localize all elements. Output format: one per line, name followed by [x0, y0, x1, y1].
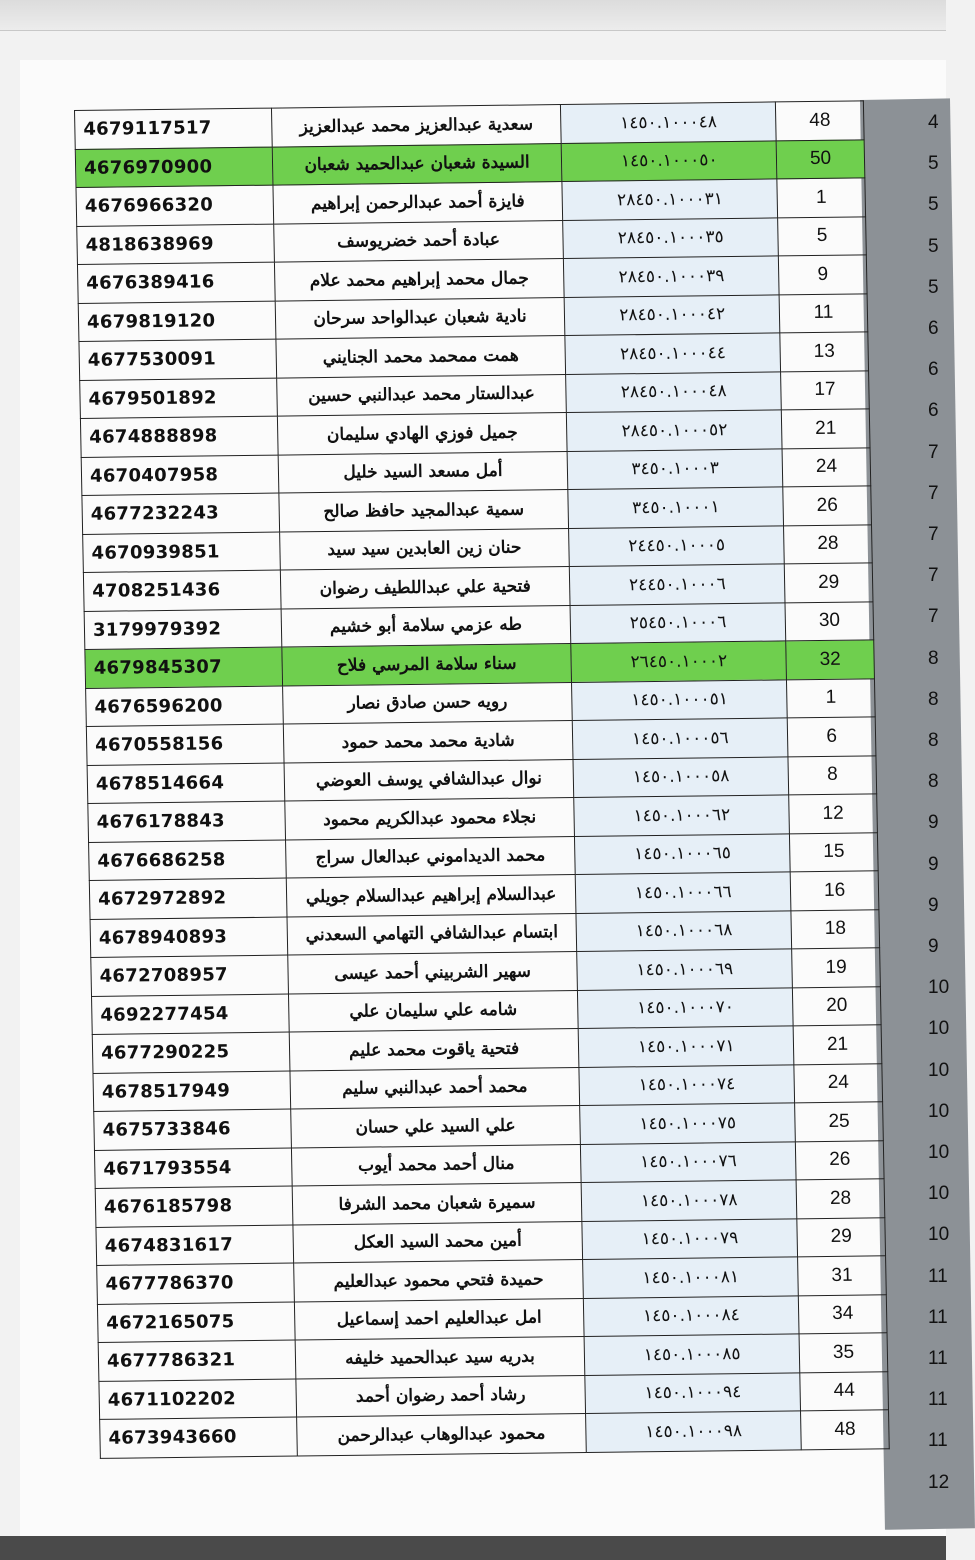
phone-cell: 4676966320: [76, 185, 273, 226]
name-cell: جمال محمد إبراهيم محمد علام: [274, 259, 564, 301]
code-cell: ١٤٥٠.١٠٠٠٦٢: [574, 795, 790, 836]
number-cell: 15: [790, 832, 879, 872]
number-cell: 24: [782, 447, 871, 487]
phone-cell: 4676178843: [88, 801, 285, 842]
number-cell: 9: [779, 255, 868, 295]
name-cell: جميل فوزي الهادي سليمان: [277, 413, 567, 455]
edge-number: 8: [928, 771, 939, 793]
number-cell: 20: [793, 986, 882, 1026]
code-cell: ١٤٥٠.١٠٠٠٩٨: [586, 1411, 802, 1452]
number-cell: 31: [798, 1256, 887, 1296]
phone-cell: 4676389416: [77, 262, 274, 303]
code-cell: ٢٦٤٥٠.١٠٠٠٢: [571, 641, 787, 682]
edge-number: 5: [928, 153, 939, 175]
edge-number: 11: [928, 1265, 948, 1287]
phone-cell: 4674831617: [96, 1225, 293, 1266]
number-cell: 5: [778, 216, 867, 256]
code-cell: ١٤٥٠.١٠٠٠٥٦: [573, 718, 789, 759]
code-cell: ٢٨٤٥٠.١٠٠٠٥٢: [567, 410, 783, 451]
name-cell: شامه علي سليمان علي: [288, 990, 578, 1032]
name-cell: السيدة شعبان عبدالحميد شعبان: [272, 143, 562, 185]
number-cell: 28: [796, 1179, 885, 1219]
number-cell: 30: [785, 601, 874, 641]
code-cell: ١٤٥٠.١٠٠٠٧٨: [581, 1180, 797, 1221]
number-cell: 48: [801, 1410, 890, 1450]
edge-number: 7: [928, 565, 939, 587]
name-cell: فتحية علي عبداللطيف رضوان: [280, 567, 570, 609]
edge-number: 11: [928, 1430, 948, 1452]
edge-number: 6: [928, 359, 939, 381]
code-cell: ١٤٥٠.١٠٠٠٧١: [578, 1026, 794, 1067]
register-sheet: [74, 100, 890, 1458]
name-cell: محمود عبدالوهاب عبدالرحمن: [296, 1413, 586, 1455]
phone-cell: 3179979392: [84, 609, 281, 650]
number-cell: 6: [787, 717, 876, 757]
number-cell: 8: [788, 755, 877, 795]
number-cell: 17: [781, 370, 870, 410]
name-cell: طه عزمي سلامة أبو خشيم: [281, 605, 571, 647]
number-cell: 34: [798, 1294, 887, 1334]
name-cell: سناء سلامة المرسي فلاح: [282, 644, 572, 686]
number-cell: 21: [781, 409, 870, 449]
phone-cell: 4677786321: [98, 1340, 295, 1381]
edge-number: 9: [928, 853, 939, 875]
name-cell: نجلاء محمود عبدالكريم محمود: [285, 798, 575, 840]
phone-cell: 4679819120: [78, 301, 275, 342]
phone-cell: 4674888898: [80, 416, 277, 457]
name-cell: نوال عبدالشافي يوسف العوضي: [284, 759, 574, 801]
name-cell: همت ممحمد محمد الجنايني: [276, 336, 566, 378]
code-cell: ١٤٥٠.١٠٠٠٦٦: [575, 872, 791, 913]
number-cell: 50: [776, 139, 865, 179]
name-cell: سمية عبدالمجيد حافظ صالح: [279, 490, 569, 532]
name-cell: حميدة فتحي محمود عبدالعليم: [293, 1259, 583, 1301]
phone-cell: 4676686258: [89, 840, 286, 881]
number-cell: 12: [789, 794, 878, 834]
name-cell: رشاد أحمد رضوان أحمد: [296, 1375, 586, 1417]
code-cell: ١٤٥٠.١٠٠٠٥٨: [573, 756, 789, 797]
number-cell: 19: [792, 948, 881, 988]
phone-cell: 4679117517: [75, 108, 272, 149]
name-cell: عبادة أحمد خضريوسف: [273, 220, 563, 262]
edge-number: 4: [928, 112, 939, 133]
number-cell: 18: [791, 909, 880, 949]
edge-number: 7: [928, 441, 939, 463]
phone-cell: 4692277454: [92, 994, 289, 1035]
code-cell: ١٤٥٠.١٠٠٠٦٩: [577, 949, 793, 990]
name-cell: علي السيد علي حسان: [290, 1106, 580, 1148]
code-cell: ٢٨٤٥٠.١٠٠٠٤٨: [566, 371, 782, 412]
edge-number: 7: [928, 524, 939, 545]
code-cell: ١٤٥٠.١٠٠٠٨٥: [584, 1334, 800, 1375]
code-cell: ١٤٥٠.١٠٠٠٨٤: [584, 1295, 800, 1336]
bottom-bar: [0, 1536, 946, 1560]
number-cell: 1: [787, 678, 876, 718]
number-cell: 29: [784, 563, 873, 603]
name-cell: محمد أحمد عبدالنبي سليم: [290, 1067, 580, 1109]
edge-number: 11: [928, 1389, 948, 1411]
number-cell: 11: [779, 293, 868, 333]
phone-cell: 4677530091: [79, 339, 276, 380]
edge-number: 9: [928, 812, 939, 834]
top-bar: [0, 0, 946, 31]
phone-cell: 4677232243: [82, 493, 279, 534]
phone-cell: 4679845307: [85, 647, 282, 688]
phone-cell: 4670558156: [86, 724, 283, 765]
phone-cell: 4818638969: [77, 224, 274, 265]
name-cell: فايزة أحمد عبدالرحمن إبراهيم: [273, 182, 563, 224]
edge-number: 7: [928, 606, 939, 628]
code-cell: ١٤٥٠.١٠٠٠٦٨: [576, 910, 792, 951]
code-cell: ٢٨٤٥٠.١٠٠٠٤٢: [564, 294, 780, 335]
code-cell: ١٤٥٠.١٠٠٠٧٦: [581, 1141, 797, 1182]
phone-cell: 4672972892: [89, 878, 286, 919]
code-cell: ١٤٥٠.١٠٠٠٧٩: [582, 1218, 798, 1259]
code-cell: ٣٤٥٠.١٠٠٠١: [568, 487, 784, 528]
phone-cell: 4671793554: [94, 1148, 291, 1189]
number-cell: 29: [797, 1217, 886, 1257]
phone-cell: 4671102202: [99, 1379, 296, 1420]
name-cell: بدريه سيد عبدالحميد خليفه: [295, 1336, 585, 1378]
name-cell: سميرة شعبان محمد الشرفا: [292, 1182, 582, 1224]
number-cell: 28: [784, 524, 873, 564]
name-cell: شادية محمد محمد حمود: [283, 721, 573, 763]
phone-cell: 4677290225: [92, 1032, 289, 1073]
edge-number: 5: [928, 194, 939, 216]
phone-cell: 4673943660: [100, 1417, 297, 1458]
edge-number: 8: [928, 688, 939, 710]
edge-number: 10: [928, 1224, 950, 1246]
edge-number: 5: [928, 235, 939, 257]
number-cell: 1: [777, 178, 866, 218]
code-cell: ١٤٥٠.١٠٠٠٧٠: [578, 987, 794, 1028]
edge-number: 9: [928, 936, 939, 957]
edge-number: 8: [928, 730, 939, 751]
code-cell: ١٤٥٠.١٠٠٠٤٨: [561, 102, 777, 143]
edge-number: 10: [928, 1142, 950, 1163]
edge-number: 10: [928, 1100, 950, 1122]
phone-cell: 4708251436: [83, 570, 280, 611]
code-cell: ٢٤٤٥٠.١٠٠٠٦: [570, 564, 786, 605]
number-cell: 26: [796, 1140, 885, 1180]
edge-number: 8: [928, 647, 939, 669]
phone-cell: 4676596200: [86, 686, 283, 727]
edge-number: 10: [928, 1183, 950, 1205]
phone-cell: 4677786370: [97, 1263, 294, 1304]
code-cell: ١٤٥٠.١٠٠٠٦٥: [575, 833, 791, 874]
edge-number: 11: [928, 1348, 948, 1369]
name-cell: عبدالسلام إبراهيم عبدالسلام جويلي: [286, 875, 576, 917]
name-cell: نادية شعبان عبدالواحد سرحان: [275, 297, 565, 339]
edge-number: 6: [928, 318, 939, 339]
phone-cell: 4678517949: [93, 1071, 290, 1112]
phone-cell: 4670939851: [83, 532, 280, 573]
code-cell: ٢٨٤٥٠.١٠٠٠٤٤: [565, 333, 781, 374]
name-cell: سعدية عبدالعزيز محمد عبدالعزيز: [271, 105, 561, 147]
code-cell: ١٤٥٠.١٠٠٠٧٥: [580, 1103, 796, 1144]
edge-number: 6: [928, 400, 939, 422]
name-cell: سهير الشربيني أحمد عيسى: [287, 952, 577, 994]
name-cell: محمد الديداموني عبدالعال سراج: [285, 836, 575, 878]
number-cell: 35: [799, 1333, 888, 1373]
edge-number: 10: [928, 977, 950, 999]
name-cell: ابتسام عبدالشافي التهامي السعدني: [287, 913, 577, 955]
edge-number: 5: [928, 276, 939, 298]
name-cell: امل عبدالعليم احمد إسماعيل: [294, 1298, 584, 1340]
name-cell: أمل مسعد السيد خليل: [278, 451, 568, 493]
name-cell: رويه حسن صادق نصار: [282, 682, 572, 724]
number-cell: 25: [795, 1102, 884, 1142]
phone-cell: 4676970900: [75, 147, 272, 188]
code-cell: ١٤٥٠.١٠٠٠٥١: [572, 679, 788, 720]
number-cell: 16: [790, 871, 879, 911]
phone-cell: 4672165075: [97, 1302, 294, 1343]
register-table: [74, 100, 890, 1458]
edge-number: 11: [928, 1306, 948, 1328]
code-cell: ٢٤٤٥٠.١٠٠٠٥: [569, 525, 785, 566]
code-cell: ١٤٥٠.١٠٠٠٨١: [583, 1257, 799, 1298]
edge-number: 9: [928, 894, 939, 916]
name-cell: منال أحمد محمد أيوب: [291, 1144, 581, 1186]
code-cell: ١٤٥٠.١٠٠٠٩٤: [585, 1372, 801, 1413]
edge-number: 12: [928, 1471, 950, 1493]
code-cell: ٢٨٤٥٠.١٠٠٠٣١: [562, 179, 778, 220]
code-cell: ٣٤٥٠.١٠٠٠٣: [567, 448, 783, 489]
phone-cell: 4675733846: [94, 1109, 291, 1150]
phone-cell: 4679501892: [80, 378, 277, 419]
edge-number: 7: [928, 482, 939, 504]
code-cell: ٢٨٤٥٠.١٠٠٠٣٥: [563, 217, 779, 258]
code-cell: ٢٨٤٥٠.١٠٠٠٣٩: [564, 256, 780, 297]
name-cell: حنان زين العابدين سيد سيد: [279, 528, 569, 570]
phone-cell: 4676185798: [95, 1186, 292, 1227]
code-cell: ٢٥٤٥٠.١٠٠٠٦: [570, 602, 786, 643]
name-cell: عبدالستار محمد عبدالنبي حسين: [276, 374, 566, 416]
number-cell: 26: [783, 486, 872, 526]
number-cell: 13: [780, 332, 869, 372]
number-cell: 21: [793, 1025, 882, 1065]
phone-cell: 4678514664: [87, 763, 284, 804]
number-cell: 24: [794, 1063, 883, 1103]
phone-cell: 4672708957: [91, 955, 288, 996]
edge-number: 10: [928, 1059, 950, 1081]
name-cell: فتحية ياقوت محمد عليم: [289, 1029, 579, 1071]
edge-number: 10: [928, 1018, 950, 1040]
phone-cell: 4670407958: [81, 455, 278, 496]
code-cell: ١٤٥٠.١٠٠٠٥٠: [561, 140, 777, 181]
number-cell: 48: [776, 101, 865, 141]
name-cell: أمين محمد السيد العكل: [293, 1221, 583, 1263]
phone-cell: 4678940893: [90, 917, 287, 958]
number-cell: 32: [786, 640, 875, 680]
number-cell: 44: [800, 1371, 889, 1411]
code-cell: ١٤٥٠.١٠٠٠٧٤: [579, 1064, 795, 1105]
